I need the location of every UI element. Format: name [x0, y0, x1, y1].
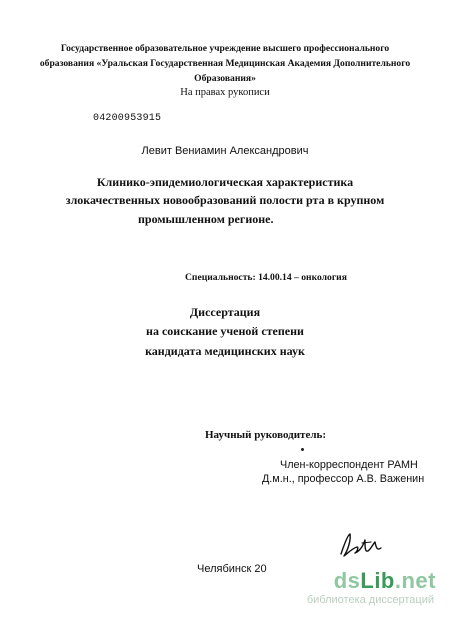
thesis-title-line-1: Клинико-эпидемиологическая характеристика: [96, 175, 354, 189]
specialty: Специальность: 14.00.14 – онкология: [185, 272, 347, 283]
thesis-title-line-3: промышленном регионе.: [138, 212, 274, 226]
document-number: 04200953915: [93, 113, 162, 124]
handwritten-signature: [335, 530, 387, 560]
author-name: Левит Вениамин Александрович: [141, 145, 309, 157]
supervisor-title: Член-корреспондент РАМН: [280, 459, 418, 471]
thesis-title-line-2: злокачественных новообразований полости рта в крупном: [65, 193, 385, 207]
institution-line-2: образования «Уральская Государственная Медицинская Академия Дополнительного: [39, 58, 411, 69]
watermark-subtitle: библиотека диссертаций: [306, 594, 434, 606]
supervisor-heading: Научный руководитель:: [205, 429, 326, 441]
dslib-watermark-logo: [334, 568, 436, 594]
watermark-logo-net: .net: [394, 568, 436, 593]
supervisor-name: Д.м.н., профессор А.В. Важенин: [262, 473, 425, 485]
city-year: Челябинск 20: [197, 563, 267, 575]
watermark-logo-lib: Lib: [360, 568, 395, 593]
degree-line-1: на соискание ученой степени: [146, 324, 304, 338]
rights-note: На правах рукописи: [180, 87, 270, 98]
watermark-logo-ds: ds: [333, 568, 361, 593]
institution-line-1: Государственное образовательное учреждение высшего профессионального: [60, 43, 390, 54]
dissertation-label: Диссертация: [189, 305, 261, 319]
institution-line-3: Образования»: [194, 73, 256, 84]
scan-speck: [301, 448, 304, 451]
degree-line-2: кандидата медицинских наук: [145, 344, 305, 358]
